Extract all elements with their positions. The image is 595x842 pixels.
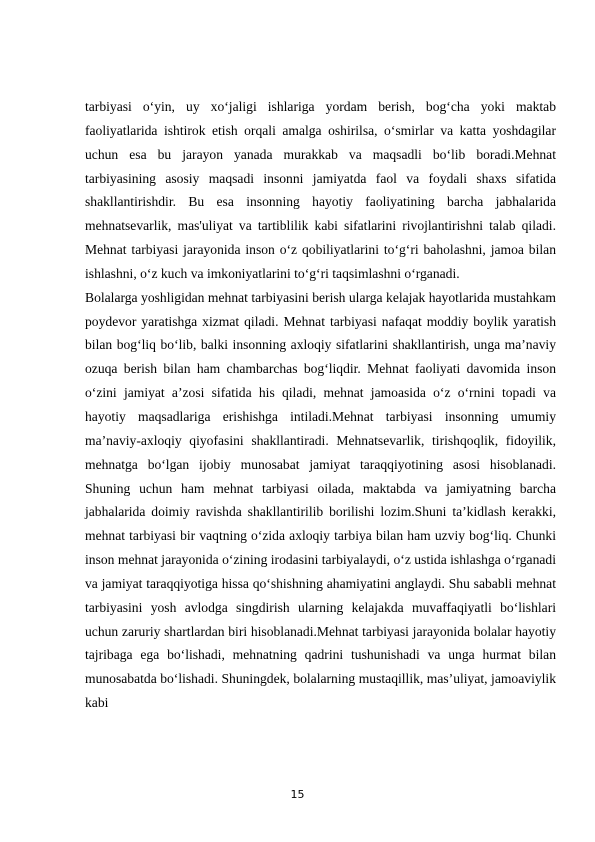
page-number: 15 (290, 788, 305, 801)
paragraph-2: Bolalarga yoshligidan mehnat tarbiyasini berish ularga kelajak hayotlarida mustahkam poydevor yaratishga xizmat qiladi. Mehnat tarbiyasi nafaqat moddiy boylik yaratish bilan bog‘liq bo‘lib, balki insonning axloqiy sifatlarini shakllantirish, unga ma’naviy ozuqa berish bilan ham chambarchas bog‘liqdir. Mehnat faoliyati davomida inson o‘zini jamiyat a’zosi sifatida his qiladi, mehnat jamoasida o‘z o‘rnini topadi va hayotiy maqsadlariga erishishga intiladi.Mehnat tarbiyasi insonning umumiy ma’naviy-axloqiy qiyofasini shakllantiradi. Mehnatsevarlik, tirishqoqlik, fidoyilik, mehnatga bo‘lgan ijobiy munosabat jamiyat taraqqiyotining asosi hisoblanadi. Shuning uchun ham mehnat tarbiyasi oilada, maktabda va jamiyatning barcha jabhalarida doimiy ravishda shakllantirilib borilishi lozim.Shuni ta’kidlash kerakki, mehnat tarbiyasi bir vaqtning o‘zida axloqiy tarbiya bilan ham uzviy bog‘liq. Chunki inson mehnat jarayonida o‘zining irodasini tarbiyalaydi, o‘z ustida ishlashga o‘rganadi va jamiyat taraqqiyotiga hissa qo‘shishning ahamiyatini anglaydi. Shu sababli mehnat tarbiyasini yosh avlodga singdirish ularning kelajakda muvaffaqiyatli bo‘lishlari uchun zaruriy shartlardan biri hisoblanadi.Mehnat tarbiyasi jarayonida bolalar hayotiy tajribaga ega bo‘lishadi, mehnatning qadrini tushunishadi va unga hurmat bilan munosabatda bo‘lishadi. Shuningdek, bolalarning mustaqillik, mas’uliyat, jamoaviylik kabi (85, 289, 556, 711)
document-body (85, 95, 556, 715)
paragraph-1: tarbiyasi o‘yin, uy xo‘jaligi ishlariga yordam berish, bog‘cha yoki maktab faoliyatlarida ishtirok etish orqali amalga oshirilsa, o‘smirlar va katta yoshdagilar uchun esa bu jarayon yanada murakkab va maqsadli bo‘lib boradi.Mehnat tarbiyasining asosiy maqsadi insonni jamiyatda faol va foydali shaxs sifatida shakllantirishdir. Bu esa insonning hayotiy faoliyatining barcha jabhalarida mehnatsevarlik, mas'uliyat va tartiblilik kabi sifatlarini rivojlantirishni talab qiladi. Mehnat tarbiyasi jarayonida inson o‘z qobiliyatlarini to‘g‘ri baholashni, jamoa bilan ishlashni, o‘z kuch va imkoniyatlarini to‘g‘ri taqsimlashni o‘rganadi. (85, 99, 556, 281)
